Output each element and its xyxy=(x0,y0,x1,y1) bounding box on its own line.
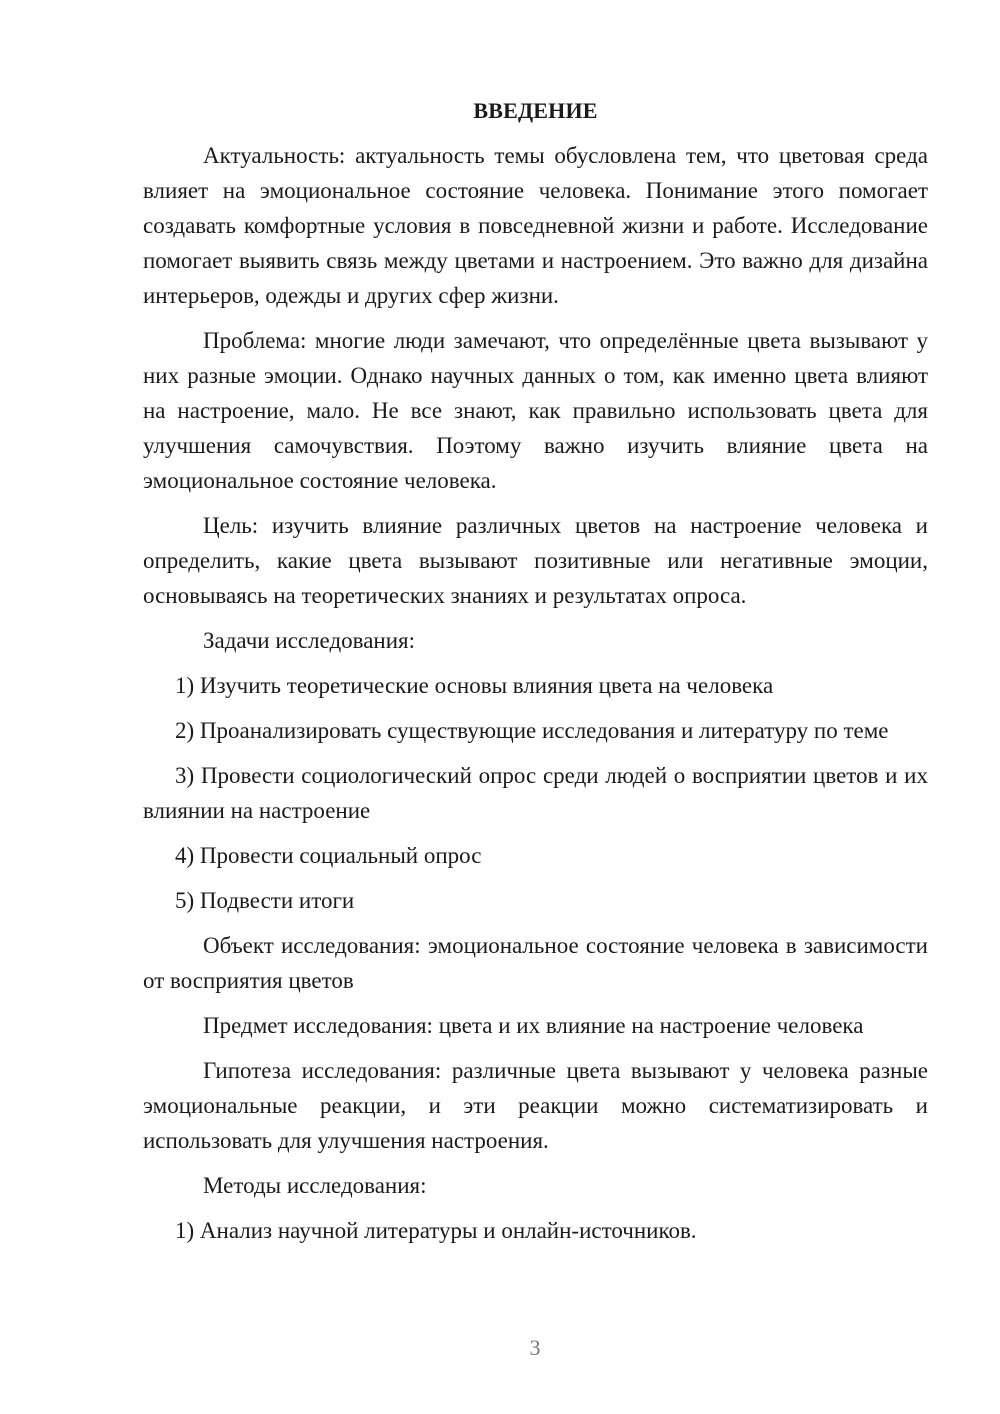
list-item-task-4: 4) Провести социальный опрос xyxy=(175,843,482,868)
paragraph-problem: Проблема: многие люди замечают, что определённые цвета вызывают у них разные эмоции. Однако научных данных о том, как именно цвета влияют на настроение, мало. Не все знают, как правильно использовать цвета для улучшения самочувствия. Поэтому важно изучить влияние цвета на эмоциональное состояние человека. xyxy=(143,328,928,493)
list-item-method-1: 1) Анализ научной литературы и онлайн-источников. xyxy=(175,1218,697,1243)
page-content xyxy=(143,93,928,1258)
paragraph-relevance: Актуальность: актуальность темы обусловлена тем, что цветовая среда влияет на эмоциональное состояние человека. Понимание этого помогает создавать комфортные условия в повседневной жизни и работе. Исследование помогает выявить связь между цветами и настроением. Это важно для дизайна интерьеров, одежды и других сфер жизни. xyxy=(143,143,928,308)
list-item-task-1: 1) Изучить теоретические основы влияния цвета на человека xyxy=(175,673,774,698)
paragraph-subject: Предмет исследования: цвета и их влияние на настроение человека xyxy=(203,1013,864,1038)
paragraph-hypothesis: Гипотеза исследования: различные цвета вызывают у человека разные эмоциональные реакции, и эти реакции можно систематизировать и использовать для улучшения настроения. xyxy=(143,1058,928,1153)
paragraph-tasks-heading: Задачи исследования: xyxy=(203,628,416,653)
section-title: ВВЕДЕНИЕ xyxy=(473,98,598,123)
paragraph-methods-heading: Методы исследования: xyxy=(203,1173,427,1198)
list-item-task-2: 2) Проанализировать существующие исследования и литературу по теме xyxy=(175,718,889,743)
list-item-task-3: 3) Провести социологический опрос среди людей о восприятии цветов и их влиянии на настроение xyxy=(143,763,928,823)
page-number: 3 xyxy=(529,1335,541,1360)
paragraph-object: Объект исследования: эмоциональное состояние человека в зависимости от восприятия цветов xyxy=(143,933,928,993)
list-item-task-5: 5) Подвести итоги xyxy=(175,888,355,913)
paragraph-goal: Цель: изучить влияние различных цветов на настроение человека и определить, какие цвета вызывают позитивные или негативные эмоции, основываясь на теоретических знаниях и результатах опроса. xyxy=(143,513,928,608)
